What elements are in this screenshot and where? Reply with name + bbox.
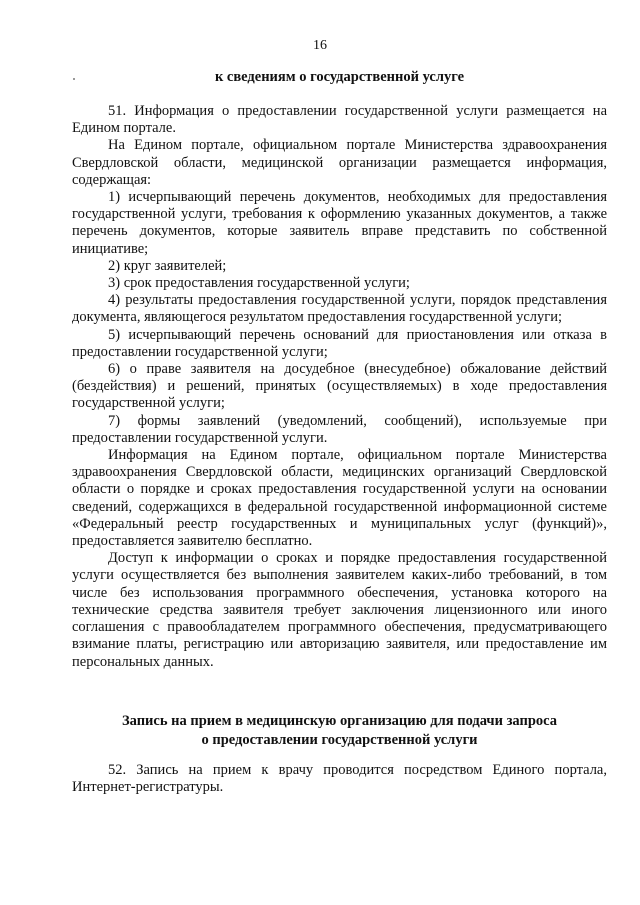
list-item: 4) результаты предоставления государственной услуги, порядок представления документа, являющегося результатом предоставления государственной услуги;: [72, 292, 607, 326]
list-item: 5) исчерпывающий перечень оснований для приостановления или отказа в предоставлении государственной услуги;: [72, 326, 607, 360]
heading-line-1: Запись на прием в медицинскую организацию для подачи запроса: [121, 713, 557, 729]
paragraph: Информация на Едином портале, официальном портале Министерства здравоохранения Свердловской области, медицинских организаций Свердловской области о порядке и сроках предоставления государственной услуги на основании сведений, содержащихся в федеральной государственной информационной системе «Федеральный реестр государственных и муниципальных услуг (функций)», предоставляется заявителю бесплатно.: [72, 447, 607, 550]
page-number: 16: [313, 38, 327, 53]
paragraph: Доступ к информации о сроках и порядке предоставления государственной услуги осуществляется без выполнения заявителем каких-либо требований, в том числе без использования программного обеспечения, установка которого на технические средства заявителя требует заключения лицензионного или иного соглашения с правообладателем программного обеспечения, предусматривающего взимание платы, регистрацию или авторизацию заявителя, или предоставление им персональных данных.: [72, 550, 607, 670]
heading-line-2: о предоставлении государственной услуги: [201, 732, 478, 748]
list-item: 3) срок предоставления государственной услуги;: [108, 275, 410, 292]
paragraph: 52. Запись на прием к врачу проводится посредством Единого портала, Интернет-регистратуры.: [72, 762, 607, 796]
section-heading-appointment: [72, 712, 607, 750]
list-item: 2) круг заявителей;: [108, 257, 227, 274]
section-heading-continued: к сведениям о государственной услуге: [214, 69, 465, 85]
paragraph: 51. Информация о предоставлении государственной услуги размещается на Едином портале.: [72, 103, 607, 137]
section-52-body: [72, 762, 607, 796]
list-item: 7) формы заявлений (уведомлений, сообщений), используемые при предоставлении государственной услуги.: [72, 412, 607, 446]
list-item: 6) о праве заявителя на досудебное (внесудебное) обжалование действий (бездействия) и решений, принятых (осуществляемых) в ходе предоставления государственной услуги;: [72, 361, 607, 412]
section-51-body: [72, 103, 607, 671]
list-item: 1) исчерпывающий перечень документов, необходимых для предоставления государственной услуги, требования к оформлению указанных документов, а также перечень документов, которые заявитель вправе представить по собственной инициативе;: [72, 189, 607, 257]
paragraph: На Едином портале, официальном портале Министерства здравоохранения Свердловской области, медицинской организации размещается информация, содержащая:: [72, 137, 607, 188]
